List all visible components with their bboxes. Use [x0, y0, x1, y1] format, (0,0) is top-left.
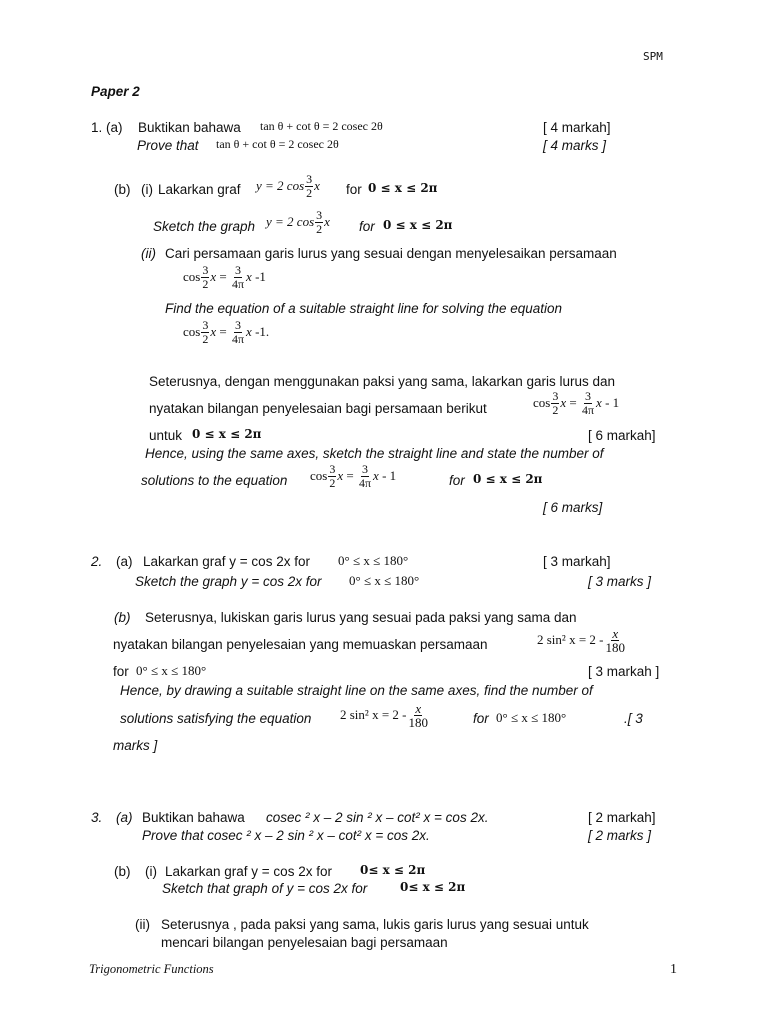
q1bi-graph-eq-en: y = 2 cos $\frac{3}{2}$ x — [266, 208, 330, 236]
q1-marks-en: [ 6 marks] — [543, 500, 603, 515]
q2b-label: (b) — [114, 610, 131, 625]
q1-untuk: untuk — [149, 428, 183, 443]
q1-hence-en-1: Hence, using the same axes, sketch the straight line and state the number of — [145, 446, 604, 461]
q3bii-text-my-1: Seterusnya , pada paksi yang sama, lukis garis lurus yang sesuai untuk — [161, 917, 589, 932]
q1bi-text-en: Sketch the graph — [153, 219, 256, 234]
paper-title: Paper 2 — [91, 84, 140, 99]
q1-hence-en-2: solutions to the equation — [141, 473, 288, 488]
q3a-text-my: Buktikan bahawa — [142, 810, 245, 825]
q1-marks-my: [ 6 markah] — [588, 428, 656, 443]
q1a-marks-en: [ 4 marks ] — [543, 138, 607, 153]
q2b-text-my-2: nyatakan bilangan penyelesaian yang memuaskan persamaan — [113, 637, 488, 652]
q2b-equation-en: 2 sin² x = 2 - $\frac{x}{180}$ — [340, 701, 428, 730]
frac-3-2: $\frac{3}{2}$ — [306, 172, 313, 200]
q1bi-for: for — [346, 182, 362, 197]
q3bii-label: (ii) — [135, 917, 150, 932]
q1a-equation: tan θ + cot θ = 2 cosec 2θ — [260, 119, 383, 133]
q1-untuk-domain: 0 ≤ x ≤ 2π — [192, 427, 262, 441]
q3b-label: (b) — [114, 864, 131, 879]
q3a-marks-en: [ 2 marks ] — [588, 828, 652, 843]
q2a-marks-my: [ 3 markah] — [543, 554, 611, 569]
q2-number: 2. — [91, 554, 103, 569]
q1bii-equation-my: cos $\frac{3}{2}$ x = $\frac{3}{4\pi}$ x -1 — [183, 263, 266, 291]
q2b-for-my: for — [113, 664, 129, 679]
q3bi-domain-en: 0≤ x ≤ 2π — [400, 880, 466, 894]
footer-title: Trigonometric Functions — [89, 962, 214, 976]
q2b-marks-en-a: .[ 3 — [624, 711, 643, 726]
q2b-marks-my: [ 3 markah ] — [588, 664, 660, 679]
q2b-marks-en-b: marks ] — [113, 738, 158, 753]
q3bi-text-en: Sketch that graph of y = cos 2x for — [162, 881, 368, 896]
q2a-label: (a) — [116, 554, 133, 569]
q1bii-equation-en: cos $\frac{3}{2}$ x = $\frac{3}{4\pi}$ x -1. — [183, 318, 270, 346]
q1bi-for-en: for — [359, 219, 375, 234]
q3bii-text-my-2: mencari bilangan penyelesaian bagi persamaan — [161, 935, 448, 950]
q3a-label: (a) — [116, 810, 133, 825]
q1a-equation-en: tan θ + cot θ = 2 cosec 2θ — [216, 137, 339, 151]
q2b-domain-my: 0° ≤ x ≤ 180° — [136, 663, 207, 678]
q1b-label: (b) — [114, 182, 131, 197]
q3bi-label: (i) — [145, 864, 157, 879]
header-spm: SPM — [643, 50, 663, 63]
q1bi-graph-eq: y = 2 cos $\frac{3}{2}$ x — [256, 172, 320, 200]
q3bi-text-my: Lakarkan graf y = cos 2x for — [165, 864, 332, 879]
q3a-text-en: Prove that cosec ² x – 2 sin ² x – cot² x = cos 2x. — [142, 828, 430, 843]
q3a-marks-my: [ 2 markah] — [588, 810, 656, 825]
q1-number: 1. — [91, 120, 103, 135]
q2a-text-en: Sketch the graph y = cos 2x for — [135, 574, 322, 589]
q2b-text-my-1: Seterusnya, lukiskan garis lurus yang sesuai pada paksi yang sama dan — [145, 610, 577, 625]
q2b-text-en-2: solutions satisfying the equation — [120, 711, 312, 726]
q1a-text-my: Buktikan bahawa — [138, 120, 241, 135]
q2a-marks-en: [ 3 marks ] — [588, 574, 652, 589]
q2b-domain-en: 0° ≤ x ≤ 180° — [496, 710, 567, 725]
q1a-label: (a) — [106, 120, 123, 135]
q2b-for-en: for — [473, 711, 489, 726]
page-number: 1 — [670, 962, 677, 977]
q2a-domain-my: 0° ≤ x ≤ 180° — [338, 553, 409, 568]
q3-number: 3. — [91, 810, 103, 825]
q2a-text-my: Lakarkan graf y = cos 2x for — [143, 554, 310, 569]
q1-hence-eq-en: cos $\frac{3}{2}$ x = $\frac{3}{4\pi}$ x - 1 — [310, 462, 397, 490]
q1bi-domain-en: 0 ≤ x ≤ 2π — [383, 218, 453, 232]
q1bi-text-my: Lakarkan graf — [158, 182, 241, 197]
graph-func: y = 2 cos — [256, 178, 305, 194]
q1bii-text-en: Find the equation of a suitable straight line for solving the equation — [165, 301, 563, 316]
q1bi-domain: 0 ≤ x ≤ 2π — [368, 181, 438, 195]
q1-hence-my-1: Seterusnya, dengan menggunakan paksi yang sama, lakarkan garis lurus dan — [149, 374, 616, 389]
q2b-equation-my: 2 sin² x = 2 - $\frac{x}{180}$ — [537, 626, 625, 655]
q1a-marks-my: [ 4 markah] — [543, 120, 611, 135]
q3bi-domain-my: 0≤ x ≤ 2π — [360, 863, 426, 877]
q1a-text-en: Prove that — [137, 138, 199, 153]
q1bii-text-my: Cari persamaan garis lurus yang sesuai dengan menyelesaikan persamaan — [165, 246, 617, 261]
q1-domain-en: 0 ≤ x ≤ 2π — [473, 472, 543, 486]
q2b-text-en-1: Hence, by drawing a suitable straight line on the same axes, find the number of — [120, 683, 593, 698]
q1bi-label: (i) — [141, 182, 153, 197]
q1-hence-my-2: nyatakan bilangan penyelesaian bagi persamaan berikut — [149, 401, 487, 416]
q3a-equation-my: cosec ² x – 2 sin ² x – cot² x = cos 2x. — [266, 810, 489, 825]
q2a-domain-en: 0° ≤ x ≤ 180° — [349, 573, 420, 588]
q1-for-en: for — [449, 473, 465, 488]
q1-hence-eq-my: cos $\frac{3}{2}$ x = $\frac{3}{4\pi}$ x - 1 — [533, 389, 620, 417]
q1bii-label: (ii) — [141, 246, 156, 261]
